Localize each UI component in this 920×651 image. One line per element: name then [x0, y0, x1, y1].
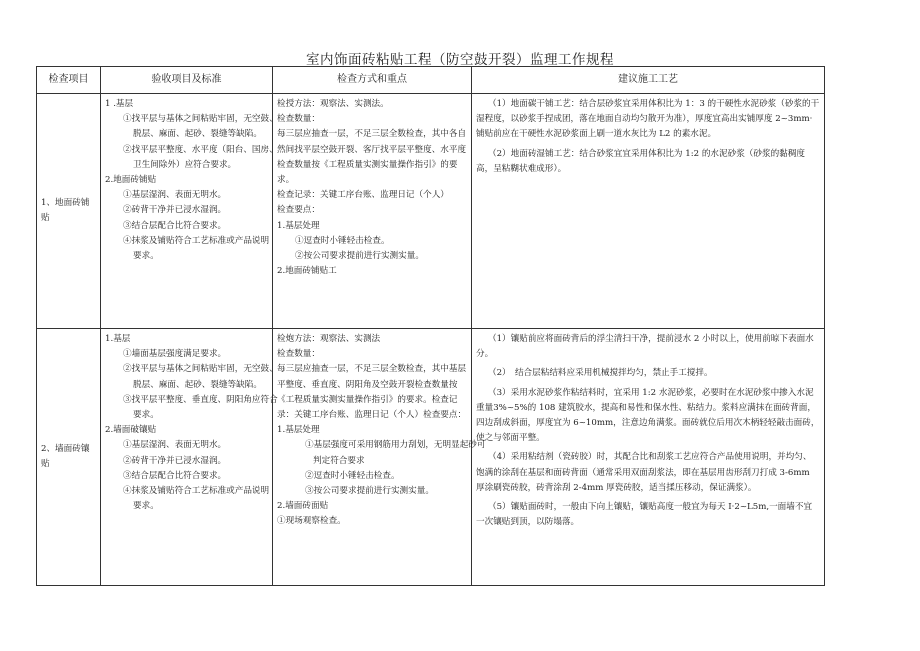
- standard-line: ①墙面基层强度满足要求。: [123, 349, 227, 360]
- inspection-line: 检查数量：: [277, 114, 320, 125]
- inspection-line: ②按公司要求提前进行实测实量。: [295, 251, 424, 262]
- header-inspection: 检查方式和重点: [273, 67, 472, 94]
- process-paragraph: （2） 结合层粘结料应采用机械搅拌均匀，禁止手工搅拌。: [488, 368, 713, 379]
- supervision-table: [36, 66, 825, 586]
- process-cell: [472, 329, 825, 586]
- inspection-line: ①逗查时小锤轻击检查。: [295, 235, 390, 246]
- standard-line: ②找平层平整度、水平度（阳台、国房、: [123, 144, 278, 155]
- inspection-line: 检炮方法：观察法、实测法: [277, 334, 381, 344]
- inspection-line: 每三层应抽查一层，不足三层全数检查，其中基层: [277, 364, 467, 375]
- standard-line: 卫生间除外）应符合要求。: [133, 159, 237, 170]
- process-paragraph: （4）采用粘结剂（瓷砖胶）时，其配合比和刮浆工艺应符合产品使用说明，并均匀、饱满的涂刮在基层和面砖背面（通常采用双面刮浆法，即在基层用齿形刮刀打成 3-6mm 厚涂刷瓷砖胶，砖背涂刮 2-4mm 厚瓷砖胶，适当揉压移动，保证满浆）。: [476, 452, 812, 493]
- inspection-cell: [273, 329, 486, 586]
- inspection-line: 然间找平层空鼓开裂、客厅找平层平整度、水平度: [277, 144, 467, 155]
- inspection-line: 2.地面砖铺贴工: [277, 266, 337, 277]
- standard-line: ①找平层与基体之间粘贴牢固，无空鼓、: [123, 114, 278, 125]
- standards-cell: [101, 94, 278, 329]
- inspection-line: 《工程质量实测实量操作指引》的要求。检查记: [277, 394, 458, 405]
- inspection-line: 1.基层处理: [277, 220, 320, 231]
- standard-line: ①基层湿润、表面无明水。: [123, 440, 227, 451]
- standard-line: ②找平层与基体之间粘贴牢固，无空鼓、: [123, 364, 278, 375]
- standard-line: ②砖背干净并已浸水湿润。: [123, 205, 227, 216]
- inspection-line: ①现场观察检查。: [277, 516, 346, 527]
- category-cell: 2、墙面砖镶贴: [37, 329, 101, 586]
- standard-line: ③结合层配合比符合要求。: [123, 220, 227, 231]
- header-check-item: 检查项目: [37, 67, 101, 94]
- standard-line: 要求。: [133, 501, 159, 512]
- inspection-line: 检查要点：: [277, 205, 320, 216]
- standard-line: 2.地面砖铺贴: [105, 175, 157, 186]
- inspection-line: 1.基层处理: [277, 425, 320, 436]
- process-paragraph: （2）地面砖湿铺工艺：结合砂浆宜宜采用体积比为 1:2 的水泥砂浆（砂浆的黏稠度高，呈粘糊状难成形）。: [476, 148, 805, 174]
- inspection-line: ①基层强度可采用钢筋用力刮划，无明显起砂可: [305, 440, 486, 451]
- standards-cell: [101, 329, 278, 586]
- inspection-line: 平整度、垂直度、阴阳角及空鼓开裂检查数量按: [277, 379, 458, 390]
- process-paragraph: （3）采用水泥砂浆作粘结料时，宜采用 1:2 水泥砂浆，必要时在水泥砂浆中掺入水泥重量3%~5%的 108 建筑胶水，提高和易性和保水性、粘结力。浆料应满抹在面砖背面，四边刮成斜面，厚度宜为 6~10mm，注意边角满浆。面砖就位后用次木柄轻轻敲击面砖，使之与邻面平整。: [476, 387, 820, 444]
- process-paragraph: （1）地面碳干铺工艺：结合层砂浆宜采用体积比为 1：3 的干硬性水泥砂浆（砂浆的干湿程度，以砂浆手捏成团，落在地面自动均匀散开为准），厚度宜高出实铺厚度 2~3mm·铺贴前应在干硬性水泥砂浆面上刷一道水灰比为 L2 的素水泥。: [476, 99, 820, 140]
- table-row: [37, 94, 825, 329]
- standard-line: ②砖背干净并已浸水湿润。: [123, 455, 227, 466]
- inspection-line: 检查记录：关键工序台账、监理日记（个人）: [277, 190, 449, 201]
- page-title: 室内饰面砖粘贴工程（防空鼓开裂）监理工作规程: [306, 52, 614, 68]
- inspection-line: ③按公司要求提前进行实测实量。: [305, 486, 434, 497]
- process-paragraph: （5）镶贴面砖时，一般由下向上镶贴，镶贴高度一般宜为每天 I·2~L5m,一面墙不宜一次镶贴到顶，以防塌落。: [476, 502, 813, 528]
- table-row: [37, 329, 825, 586]
- standard-line: 1 .基层: [105, 99, 134, 109]
- inspection-line: 检查数量：: [277, 349, 320, 360]
- inspection-line: 检查数量按《工程质量实测实量操作指引》的要: [277, 159, 458, 170]
- header-process: 建议施工工艺: [472, 67, 825, 94]
- inspection-line: 判定符合要求: [313, 455, 365, 466]
- standard-line: ④抹浆及铺贴符合工艺标准或产品说明: [123, 486, 270, 497]
- inspection-cell: [273, 94, 472, 329]
- standard-line: ③找平层平整度、垂直度、阴阳角应符合: [123, 394, 278, 405]
- inspection-line: 2.墙面砖面贴: [277, 501, 329, 512]
- standard-line: 脱层、麻面、起砂、裂缝等缺陷。: [133, 379, 262, 390]
- inspection-line: 每三层应抽查一层，不足三层全数检查，其中各自: [277, 129, 467, 140]
- inspection-line: 录：关键工序台账、监理日记（个人）检查要点：: [277, 410, 467, 421]
- standard-line: 2.墙面破镶贴: [105, 425, 157, 436]
- standard-line: ③结合层配合比符合要求。: [123, 470, 227, 481]
- header-standards: 验收项目及标准: [101, 67, 273, 94]
- standard-line: 要求。: [133, 251, 159, 262]
- standard-line: ④抹浆及铺贴符合工艺标准或产品说明: [123, 235, 270, 246]
- inspection-line: 求。: [277, 175, 295, 186]
- standard-line: 1.基层: [105, 334, 131, 344]
- process-cell: [472, 94, 825, 329]
- process-paragraph: （1）镶贴前应将面砖背后的浮尘清扫干净，提前浸水 2 小时以上，使用前晾下表面水分。: [476, 334, 814, 360]
- inspection-line: 检授方法：观察法、实测法。: [277, 99, 389, 109]
- header-row: [37, 67, 825, 94]
- category-cell: 1、地面砖铺贴: [37, 94, 101, 329]
- standard-line: 脱层、麻面、起砂、裂缝等缺陷。: [133, 129, 262, 140]
- standard-line: ①基层湿润、表面无明水。: [123, 190, 227, 201]
- standard-line: 要求。: [133, 410, 159, 421]
- inspection-line: ②逗查时小锤轻击检查。: [305, 470, 400, 481]
